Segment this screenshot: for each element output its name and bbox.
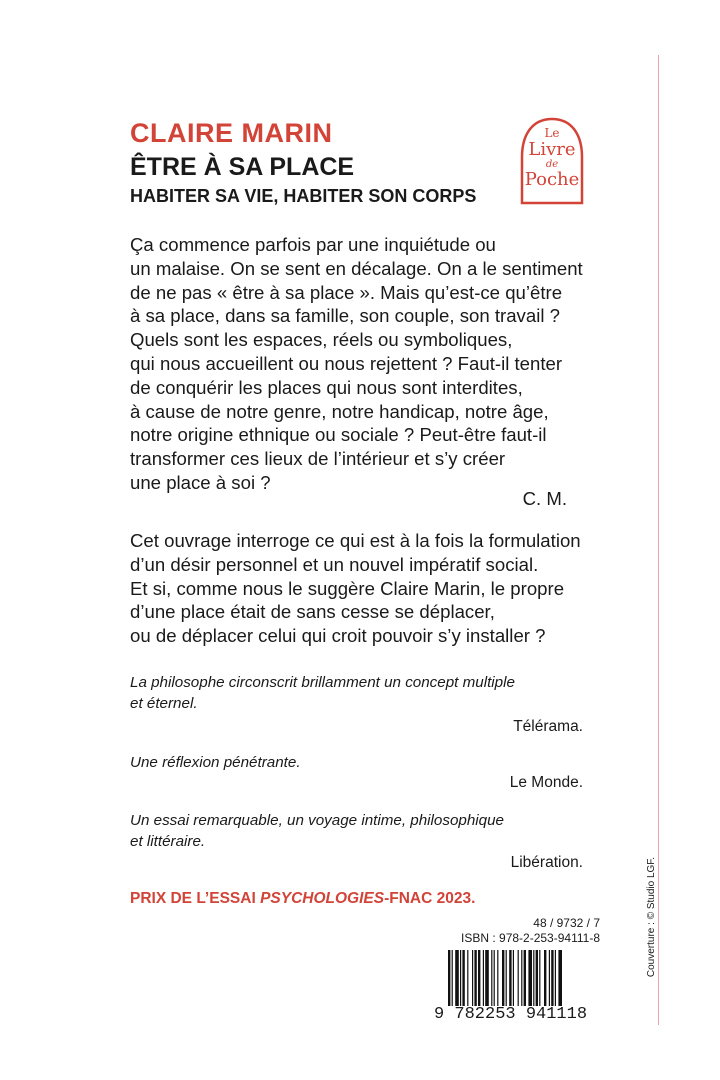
blurb-line: Quels sont les espaces, réels ou symboliques, bbox=[130, 329, 513, 351]
book-title: ÊTRE À SA PLACE bbox=[130, 153, 355, 181]
logo-text-de: de bbox=[545, 159, 559, 170]
logo-text-poche: Poche bbox=[524, 169, 580, 190]
blurb-line: un malaise. On se sent en décalage. On a le sentiment bbox=[130, 257, 583, 279]
press-quote-telerama bbox=[130, 672, 590, 714]
barcode-number: 9 782253 941118 bbox=[434, 1005, 588, 1024]
blurb-line: notre origine ethnique ou sociale ? Peut-être faut-il bbox=[130, 424, 547, 446]
blurb-line: transformer ces lieux de l’intérieur et s’y créer bbox=[130, 448, 506, 470]
press-quote-liberation bbox=[130, 810, 590, 852]
livre-de-poche-logo bbox=[520, 117, 584, 205]
blurb-line: à cause de notre genre, notre handicap, notre âge, bbox=[130, 400, 549, 422]
book-subtitle: HABITER SA VIE, HABITER SON CORPS bbox=[130, 186, 477, 206]
blurb-line: à sa place, dans sa famille, son couple, son travail ? bbox=[130, 305, 560, 327]
quote-line: Une réflexion pénétrante. bbox=[130, 754, 301, 771]
catalog-code: 48 / 9732 / 7 bbox=[533, 916, 600, 930]
quote-line: et littéraire. bbox=[130, 833, 206, 850]
description-line: d’une place était de sans cesse se déplacer, bbox=[130, 601, 495, 623]
prize-text-italic: PSYCHOLOGIES bbox=[260, 890, 385, 907]
logo-text-le: Le bbox=[544, 126, 560, 140]
prize-text-after: -FNAC 2023. bbox=[384, 890, 476, 907]
blurb-line: une place à soi ? bbox=[130, 471, 271, 493]
blurb-signature: C. M. bbox=[522, 488, 567, 509]
quote-source-le-monde: Le Monde. bbox=[509, 774, 583, 791]
isbn-number: ISBN : 978-2-253-94111-8 bbox=[461, 931, 600, 945]
blurb-line: de ne pas « être à sa place ». Mais qu’est-ce qu’être bbox=[130, 281, 563, 303]
book-description bbox=[130, 529, 630, 648]
logo-text-livre: Livre bbox=[528, 139, 576, 160]
author-blurb bbox=[130, 233, 600, 495]
author-name: CLAIRE MARIN bbox=[130, 118, 333, 148]
quote-line: et éternel. bbox=[130, 695, 198, 712]
blurb-line: qui nous accueillent ou nous rejettent ? Faut-il tenter bbox=[130, 352, 563, 374]
description-line: d’un désir personnel et un nouvel impératif social. bbox=[130, 553, 539, 575]
cover-credit: Couverture : © Studio LGF. bbox=[646, 856, 657, 978]
blurb-line: de conquérir les places qui nous sont interdites, bbox=[130, 376, 523, 398]
press-quote-le-monde bbox=[130, 752, 590, 773]
quote-source-telerama: Télérama. bbox=[513, 718, 583, 735]
blurb-line: Ça commence parfois par une inquiétude ou bbox=[130, 234, 496, 255]
quote-source-liberation: Libération. bbox=[510, 854, 583, 871]
prize-line bbox=[130, 890, 475, 908]
quote-line: Un essai remarquable, un voyage intime, philosophique bbox=[130, 812, 505, 829]
quote-line: La philosophe circonscrit brillamment un concept multiple bbox=[130, 674, 515, 691]
description-line: Cet ouvrage interroge ce qui est à la fois la formulation bbox=[130, 530, 581, 551]
description-line: Et si, comme nous le suggère Claire Marin, le propre bbox=[130, 577, 565, 599]
spine-divider-line bbox=[658, 55, 659, 1025]
description-line: ou de déplacer celui qui croit pouvoir s’y installer ? bbox=[130, 625, 546, 647]
prize-text-before: PRIX DE L’ESSAI bbox=[130, 890, 261, 907]
